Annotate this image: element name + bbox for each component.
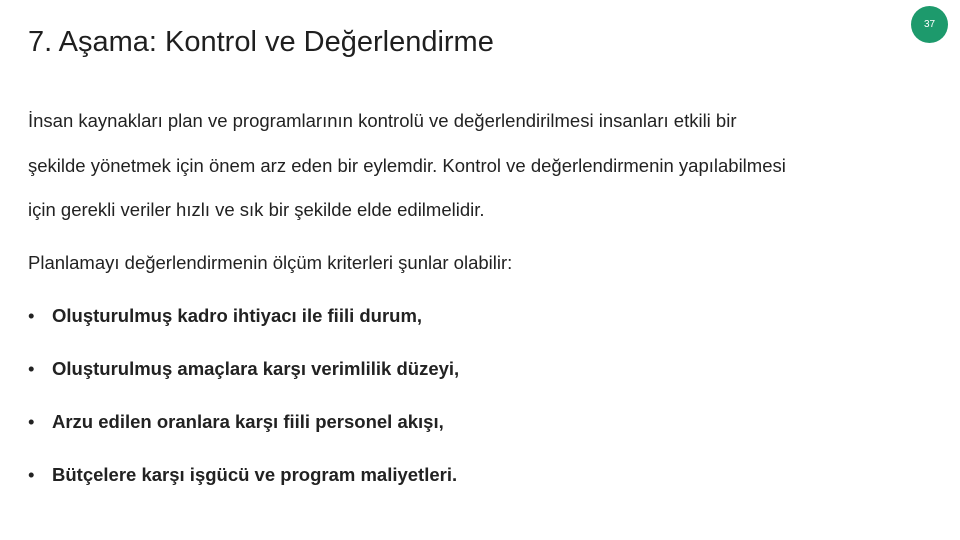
criteria-text: Oluşturulmuş amaçlara karşı verimlilik düzeyi,: [52, 358, 460, 379]
page-number-badge: [911, 6, 948, 43]
slide-title: 7. Aşama: Kontrol ve Değerlendirme: [28, 26, 494, 58]
criteria-text: Oluşturulmuş kadro ihtiyacı ile fiili durum,: [52, 305, 423, 326]
bullet-icon: •: [28, 305, 35, 326]
body-text-line: için gerekli veriler hızlı ve sık bir şekilde elde edilmelidir.: [28, 199, 485, 220]
bullet-icon: •: [28, 411, 35, 432]
body-text-line: şekilde yönetmek için önem arz eden bir eylemdir. Kontrol ve değerlendirmenin yapılabilmesi: [28, 155, 786, 176]
criteria-intro: Planlamayı değerlendirmenin ölçüm kriterleri şunlar olabilir:: [28, 252, 513, 273]
criteria-list-item: [28, 305, 422, 327]
bullet-icon: •: [28, 358, 35, 379]
criteria-list-item: [28, 358, 459, 380]
body-text-line: İnsan kaynakları plan ve programlarının kontrolü ve değerlendirilmesi insanları etkili bir: [28, 110, 737, 131]
criteria-text: Arzu edilen oranlara karşı fiili personel akışı,: [52, 411, 444, 432]
criteria-list-item: [28, 464, 457, 486]
criteria-text: Bütçelere karşı işgücü ve program maliyetleri.: [52, 464, 458, 485]
criteria-list-item: [28, 411, 444, 433]
page-number: 37: [923, 19, 936, 30]
bullet-icon: •: [28, 464, 35, 485]
